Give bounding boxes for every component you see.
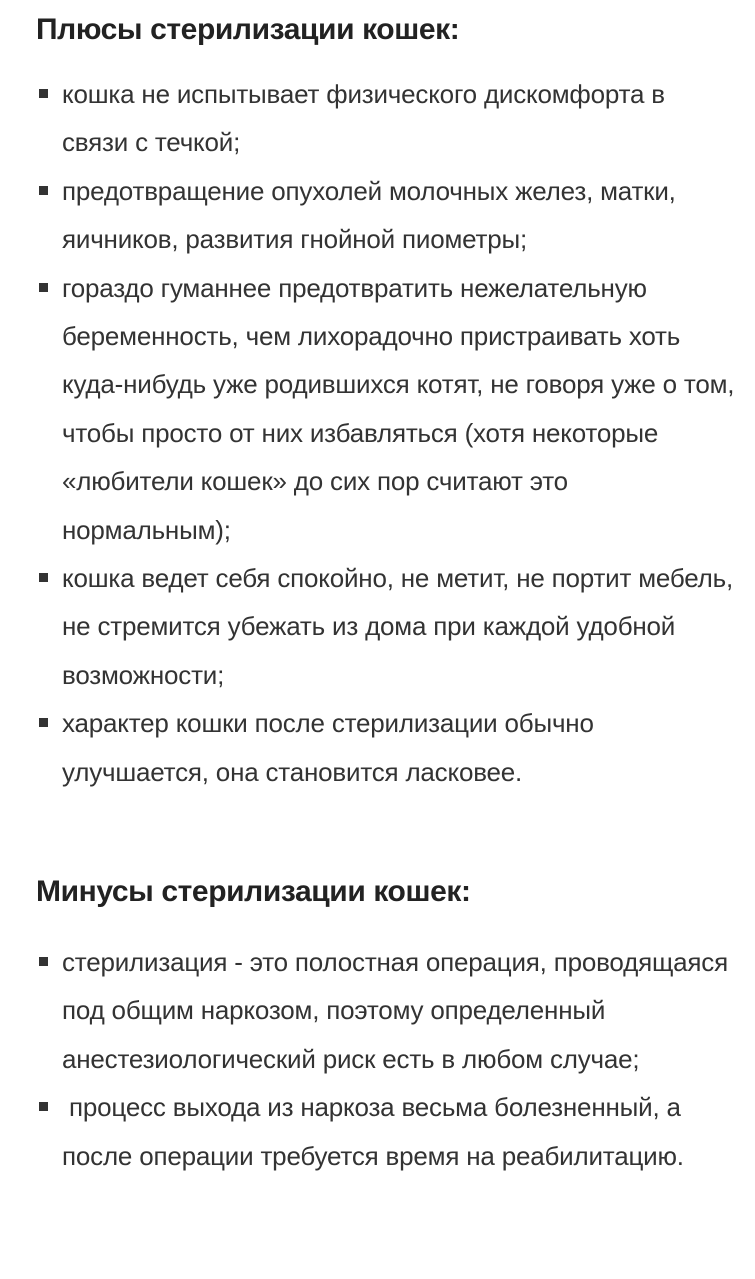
list-item (0, 938, 755, 1083)
list-item (0, 264, 755, 554)
bullet-square-icon (39, 186, 48, 195)
list-item-text: предотвращение опухолей молочных желез, матки, яичников, развития гнойной пиометры; (62, 175, 676, 255)
cons-list (0, 938, 755, 1180)
pros-heading: Плюсы стерилизации кошек: (36, 13, 460, 46)
bullet-square-icon (39, 283, 48, 292)
list-item-text: кошка не испытывает физического дискомфорта в связи с течкой; (62, 79, 665, 158)
list-item (0, 699, 755, 796)
bullet-square-icon (39, 1102, 48, 1111)
bullet-square-icon (39, 957, 48, 966)
bullet-square-icon (39, 89, 48, 98)
list-item-text: процесс выхода из наркоза весьма болезненный, а после операции требуется время на реабилитацию. (62, 1092, 688, 1171)
list-item-text: стерилизация - это полостная операция, проводящаяся под общим наркозом, поэтому определенный анестезиологический риск есть в любом случае; (62, 947, 728, 1074)
pros-list (0, 70, 755, 796)
bullet-square-icon (39, 718, 48, 727)
list-item (0, 1083, 755, 1180)
list-item-text: характер кошки после стерилизации обычно улучшается, она становится ласковее. (62, 708, 594, 787)
list-item (0, 167, 755, 264)
list-item (0, 554, 755, 699)
cons-heading: Минусы стерилизации кошек: (36, 875, 471, 908)
list-item (0, 70, 755, 167)
bullet-square-icon (39, 573, 48, 582)
list-item-text: кошка ведет себя спокойно, не метит, не портит мебель, не стремится убежать из дома при каждой удобной возможности; (62, 563, 734, 690)
list-item-text: гораздо гуманнее предотвратить нежелательную беременность, чем лихорадочно пристраивать хоть куда-нибудь уже родившихся котят, не говоря уже о том, чтобы просто от них избавляться (хотя некоторые «любители кошек» до сих пор считают это нормальным); (62, 272, 735, 545)
